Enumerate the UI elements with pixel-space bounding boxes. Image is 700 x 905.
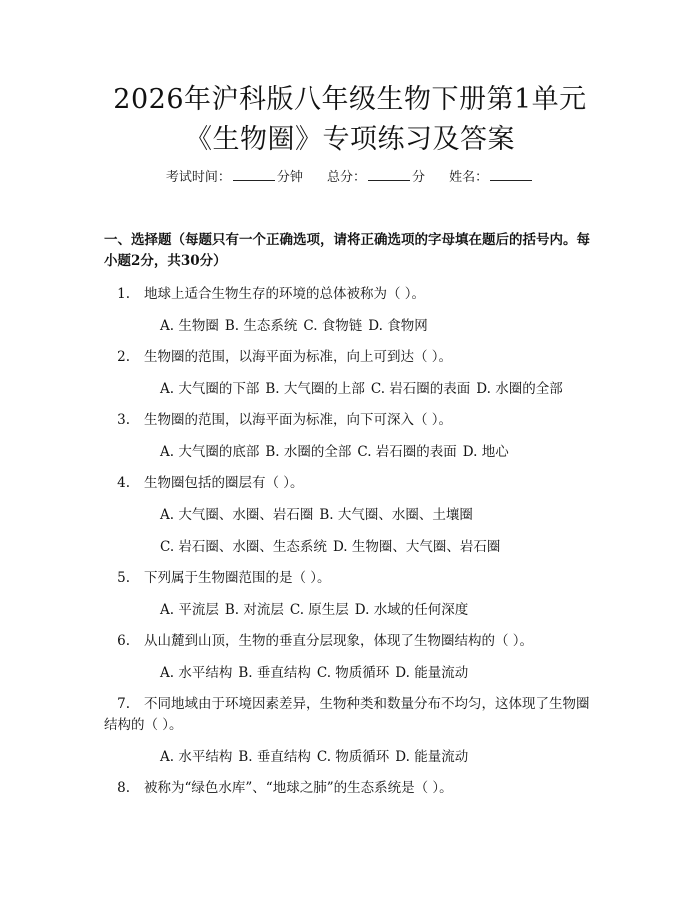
- option-a: A. 生物圈: [160, 318, 219, 334]
- question-3-options: [160, 442, 600, 463]
- student-name-label: 姓名：: [449, 170, 489, 185]
- question-text: 被称为“绿色水库”、“地球之肺”的生态系统是（ ）。: [144, 780, 453, 796]
- option-a: A. 水平结构: [160, 665, 233, 681]
- question-text: 下列属于生物圈范围的是（ ）。: [144, 570, 331, 586]
- exam-time-unit: 分钟: [276, 170, 303, 185]
- option-b: B. 水圈的全部: [265, 444, 352, 460]
- option-d: D. 能量流动: [395, 665, 469, 681]
- question-text: 从山麓到山顶，生物的垂直分层现象，体现了生物圈结构的（ ）。: [144, 633, 534, 649]
- question-number: 6.: [117, 633, 130, 649]
- option-a: A. 平流层: [160, 602, 219, 618]
- option-b: B. 垂直结构: [238, 749, 311, 765]
- exam-time-label: 考试时间：: [165, 170, 231, 185]
- exam-info: [0, 168, 700, 187]
- total-score: [327, 170, 425, 185]
- question-text: 不同地域由于环境因素差异，生物种类和数量分布不均匀，这体现了生物圈结构的（ ）。: [104, 696, 590, 733]
- question-8: [104, 778, 600, 799]
- option-b: B. 垂直结构: [238, 665, 311, 681]
- question-number: 8.: [117, 780, 130, 796]
- question-number: 2.: [117, 349, 130, 365]
- question-number: 1.: [117, 286, 130, 302]
- option-b: B. 生态系统: [224, 318, 298, 334]
- question-4: [104, 473, 600, 494]
- question-4-options-row1: [160, 505, 600, 526]
- option-c: C. 岩石圈的表面: [370, 381, 471, 397]
- total-score-unit: 分: [412, 170, 426, 185]
- option-d: D. 地心: [462, 444, 509, 460]
- total-score-blank: [368, 168, 410, 181]
- option-c: C. 原生层: [289, 602, 349, 618]
- option-b: B. 大气圈、水圈、土壤圈: [319, 507, 473, 523]
- question-number: 5.: [117, 570, 130, 586]
- exam-time: [166, 170, 303, 185]
- option-d: D. 能量流动: [395, 749, 469, 765]
- question-text: 生物圈包括的圈层有（ ）。: [144, 475, 304, 491]
- option-a: A. 大气圈的下部: [160, 381, 260, 397]
- question-2-options: [160, 379, 600, 400]
- option-d: D. 水圈的全部: [476, 381, 563, 397]
- question-number: 7.: [117, 696, 130, 712]
- question-6-options: [160, 663, 600, 684]
- option-c: C. 岩石圈、水圈、生态系统: [160, 539, 327, 555]
- option-c: C. 物质循环: [316, 749, 390, 765]
- document-title: 2026年沪科版八年级生物下册第1单元《生物圈》专项练习及答案: [113, 84, 587, 155]
- option-c: C. 食物链: [303, 318, 363, 334]
- question-text: 地球上适合生物生存的环境的总体被称为（ ）。: [144, 286, 426, 302]
- question-7: [104, 694, 600, 736]
- option-d: D. 生物圈、大气圈、岩石圈: [332, 539, 501, 555]
- option-d: D. 食物网: [368, 318, 428, 334]
- question-2: [104, 347, 600, 368]
- question-5: [104, 568, 600, 589]
- student-name: [449, 170, 534, 185]
- section-heading-choice: 一、选择题（每题只有一个正确选项，请将正确选项的字母填在题后的括号内。每小题2分，共30分）: [104, 232, 590, 269]
- question-1: [104, 284, 600, 305]
- option-a: A. 大气圈、水圈、岩石圈: [160, 507, 314, 523]
- total-score-label: 总分：: [326, 170, 366, 185]
- option-b: B. 大气圈的上部: [265, 381, 365, 397]
- question-5-options: [160, 600, 600, 621]
- question-6: [104, 631, 600, 652]
- option-c: C. 物质循环: [316, 665, 390, 681]
- option-a: A. 大气圈的底部: [160, 444, 260, 460]
- question-text: 生物圈的范围，以海平面为标准，向上可到达（ ）。: [144, 349, 453, 365]
- question-number: 4.: [117, 475, 130, 491]
- question-4-options-row2: [160, 537, 600, 558]
- option-b: B. 对流层: [224, 602, 284, 618]
- question-1-options: [160, 316, 600, 337]
- question-3: [104, 410, 600, 431]
- exam-time-blank: [233, 168, 275, 181]
- question-7-options: [160, 747, 600, 768]
- option-a: A. 水平结构: [160, 749, 233, 765]
- student-name-blank: [490, 168, 532, 181]
- question-number: 3.: [117, 412, 130, 428]
- option-d: D. 水域的任何深度: [354, 602, 469, 618]
- question-text: 生物圈的范围，以海平面为标准，向下可深入（ ）。: [144, 412, 453, 428]
- option-c: C. 岩石圈的表面: [357, 444, 457, 460]
